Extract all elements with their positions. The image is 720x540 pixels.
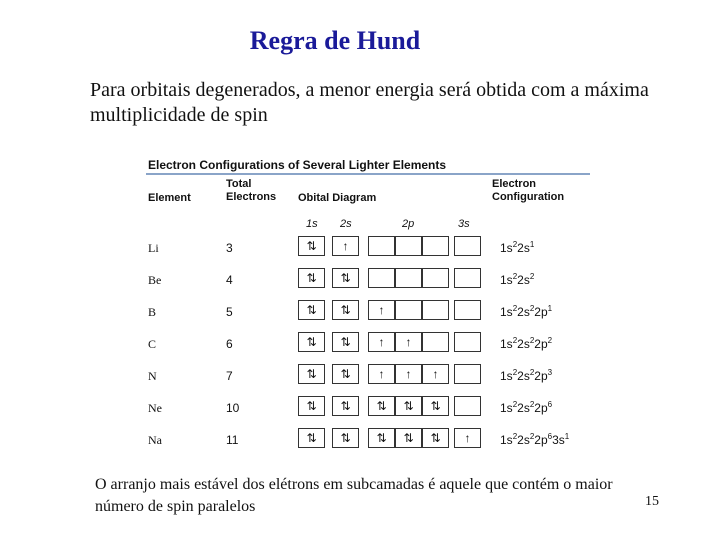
orbital-box: ⇅ [332, 364, 359, 384]
table-row [146, 428, 590, 450]
orbital-box: ⇅ [298, 268, 325, 288]
orbital-box: ⇅ [422, 396, 449, 416]
element-symbol: Na [148, 433, 162, 447]
total-electrons: 5 [226, 305, 233, 319]
orbital-box: ⇅ [332, 300, 359, 320]
table-row [146, 268, 590, 290]
element-symbol: Li [148, 241, 159, 255]
orbital-box [395, 300, 422, 320]
config-subshell: 3s [552, 433, 565, 447]
config-subshell: 1s [500, 337, 513, 351]
config-electron-count: 2 [512, 240, 518, 249]
orbital-box: ⇅ [332, 428, 359, 448]
config-subshell: 2p [534, 401, 548, 415]
config-subshell: 2s [517, 433, 530, 447]
electron-configuration [500, 240, 534, 255]
orbital-box [454, 268, 481, 288]
config-subshell: 2s [517, 241, 530, 255]
orbital-box: ⇅ [368, 428, 395, 448]
orbital-box: ↑ [332, 236, 359, 256]
config-subshell: 2p [534, 369, 548, 383]
orbital-box [454, 300, 481, 320]
config-subshell: 2s [517, 337, 530, 351]
orbital-box [422, 236, 449, 256]
config-subshell: 1s [500, 305, 513, 319]
orbital-box [454, 236, 481, 256]
orbital-box: ⇅ [332, 332, 359, 352]
config-electron-count: 2 [512, 368, 518, 377]
orbital-box [395, 268, 422, 288]
header-orbital-diagram: Obital Diagram [298, 192, 377, 204]
orbital-box: ⇅ [298, 332, 325, 352]
header-config-line2: Configuration [492, 191, 565, 203]
orbital-box [395, 236, 422, 256]
orbital-box [454, 332, 481, 352]
total-electrons: 7 [226, 369, 233, 383]
table-row [146, 300, 590, 322]
electron-configuration [500, 432, 569, 447]
electron-configuration-figure [146, 156, 590, 456]
element-symbol: Be [148, 273, 162, 287]
config-subshell: 2s [517, 305, 530, 319]
config-electron-count: 6 [547, 432, 553, 441]
orbital-box: ⇅ [395, 396, 422, 416]
config-subshell: 2p [534, 305, 548, 319]
config-electron-count: 1 [547, 304, 553, 313]
element-symbol: C [148, 337, 157, 351]
table-row [146, 396, 590, 418]
note-text: O arranjo mais estável dos elétrons em subcamadas é aquele que contém o maior número de spin paralelos [95, 476, 613, 515]
figure-title: Electron Configurations of Several Lighter Elements [148, 158, 447, 172]
total-electrons: 11 [226, 433, 239, 447]
config-electron-count: 6 [547, 400, 553, 409]
total-electrons: 10 [226, 401, 240, 415]
config-subshell: 1s [500, 369, 513, 383]
config-electron-count: 3 [547, 368, 553, 377]
config-electron-count: 2 [512, 400, 518, 409]
config-subshell: 1s [500, 273, 513, 287]
orbital-box: ⇅ [298, 300, 325, 320]
orbital-box: ↑ [395, 332, 422, 352]
header-total-line1: Total [226, 178, 252, 190]
subshell-1s-label: 1s [306, 218, 318, 230]
config-electron-count: 2 [529, 304, 535, 313]
orbital-box: ↑ [368, 300, 395, 320]
header-config-line1: Electron [492, 178, 537, 190]
config-electron-count: 1 [564, 432, 570, 441]
orbital-box [422, 332, 449, 352]
slide-title: Regra de Hund [249, 26, 421, 55]
orbital-box: ⇅ [395, 428, 422, 448]
config-subshell: 2s [517, 273, 530, 287]
page-number: 15 [645, 494, 659, 509]
subshell-2s-label: 2s [340, 218, 352, 230]
orbital-box: ⇅ [298, 236, 325, 256]
electron-configuration [500, 336, 552, 351]
config-electron-count: 2 [529, 432, 535, 441]
orbital-box: ↑ [454, 428, 481, 448]
subshell-3s-label: 3s [458, 218, 470, 230]
config-subshell: 1s [500, 401, 513, 415]
config-electron-count: 2 [512, 272, 518, 281]
config-subshell: 1s [500, 433, 513, 447]
element-symbol: Ne [148, 401, 162, 415]
orbital-box [454, 364, 481, 384]
config-electron-count: 2 [547, 336, 553, 345]
config-electron-count: 2 [529, 336, 535, 345]
orbital-box: ⇅ [332, 396, 359, 416]
figure-title-rule [146, 173, 590, 175]
electron-configuration [500, 368, 552, 383]
config-subshell: 2p [534, 337, 548, 351]
config-electron-count: 2 [512, 304, 518, 313]
config-electron-count: 2 [529, 272, 535, 281]
total-electrons: 3 [226, 241, 233, 255]
orbital-box: ⇅ [422, 428, 449, 448]
total-electrons: 6 [226, 337, 233, 351]
element-symbol: N [148, 369, 157, 383]
config-subshell: 2s [517, 401, 530, 415]
config-subshell: 1s [500, 241, 513, 255]
electron-configuration [500, 304, 552, 319]
orbital-box: ⇅ [298, 364, 325, 384]
orbital-box [422, 300, 449, 320]
config-electron-count: 2 [529, 400, 535, 409]
orbital-box: ⇅ [368, 396, 395, 416]
orbital-box: ⇅ [298, 396, 325, 416]
orbital-box [454, 396, 481, 416]
config-subshell: 2p [534, 433, 548, 447]
electron-configuration [500, 400, 552, 415]
electron-configuration [500, 272, 534, 287]
orbital-box: ⇅ [332, 268, 359, 288]
orbital-box [422, 268, 449, 288]
element-symbol: B [148, 305, 157, 319]
orbital-box: ↑ [422, 364, 449, 384]
orbital-box [368, 236, 395, 256]
orbital-box: ↑ [368, 364, 395, 384]
table-row [146, 364, 590, 386]
config-electron-count: 2 [512, 336, 518, 345]
orbital-box: ⇅ [298, 428, 325, 448]
config-electron-count: 1 [529, 240, 535, 249]
config-subshell: 2s [517, 369, 530, 383]
table-row [146, 332, 590, 354]
orbital-box [368, 268, 395, 288]
orbital-box: ↑ [368, 332, 395, 352]
orbital-box: ↑ [395, 364, 422, 384]
header-total-line2: Electrons [226, 191, 277, 203]
intro-text: Para orbitais degenerados, a menor energia será obtida com a máxima multiplicidade de spin [90, 79, 649, 126]
total-electrons: 4 [226, 273, 233, 287]
table-row [146, 236, 590, 258]
config-electron-count: 2 [512, 432, 518, 441]
header-element: Element [148, 192, 191, 204]
config-electron-count: 2 [529, 368, 535, 377]
subshell-2p-label: 2p [402, 218, 415, 230]
